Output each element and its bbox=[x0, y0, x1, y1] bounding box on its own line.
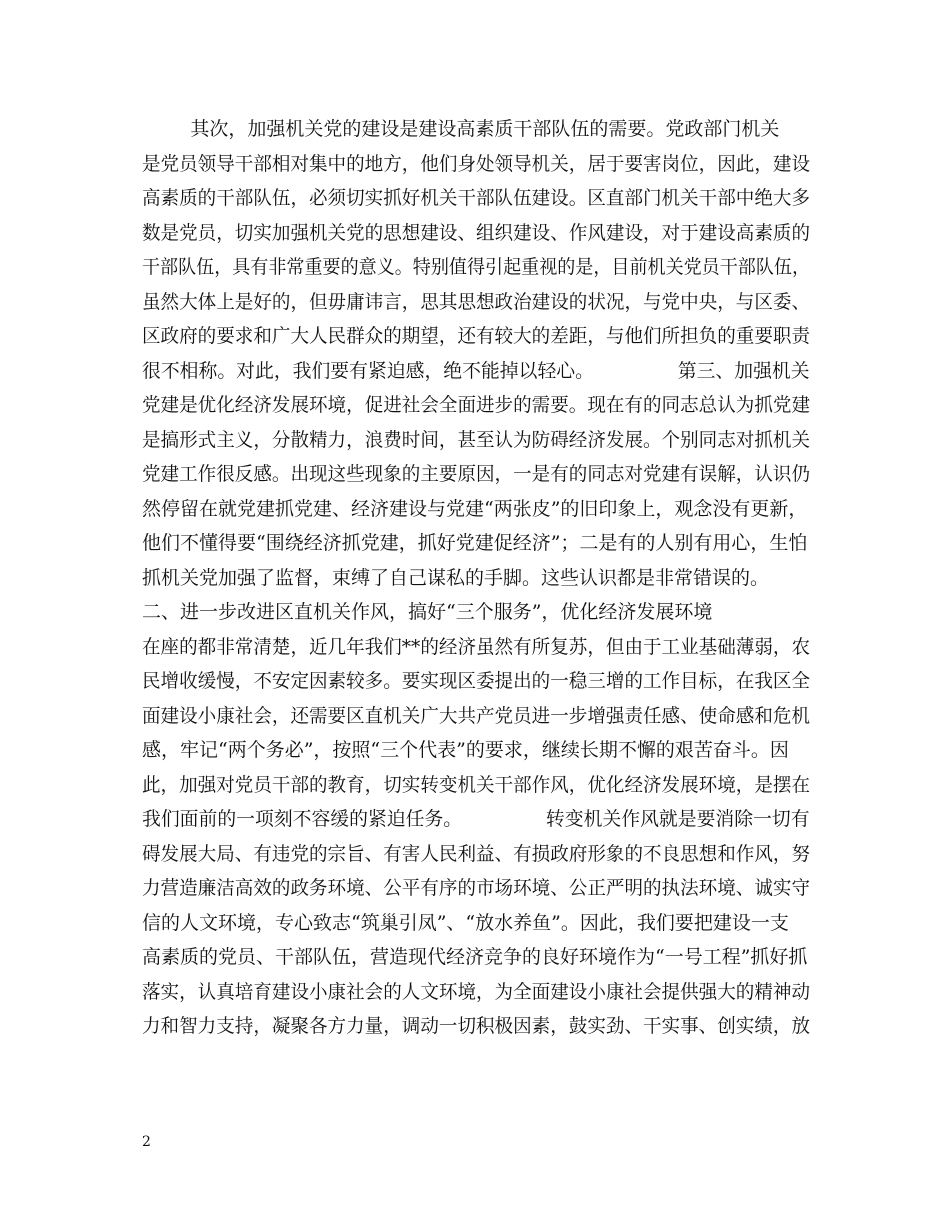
text-line: 此，加强对党员干部的教育，切实转变机关干部作风，优化经济发展环境，是摆在 bbox=[142, 773, 811, 796]
text-line: 党建是优化经济发展环境，促进社会全面进步的需要。现在有的同志总认为抓党建 bbox=[142, 394, 811, 416]
text-line: 然停留在就党建抓党建、经济建设与党建“两张皮”的旧印象上，观念没有更新， bbox=[142, 497, 808, 520]
text-line: 其次，加强机关党的建设是建设高素质干部队伍的需要。党政部门机关 bbox=[142, 118, 780, 140]
text-line: 信的人文环境，专心致志“筑巢引凤”、“放水养鱼”。因此，我们要把建设一支 bbox=[142, 911, 789, 934]
text-line: 在座的都非常清楚，近几年我们**的经济虽然有所复苏，但由于工业基础薄弱，农 bbox=[142, 635, 811, 658]
text-line: 干部队伍，具有非常重要的意义。特别值得引起重视的是，目前机关党员干部队伍， bbox=[142, 256, 811, 278]
text-line: 区政府的要求和广大人民群众的期望，还有较大的差距，与他们所担负的重要职责 bbox=[142, 325, 811, 347]
text-line: 二、进一步改进区直机关作风，搞好“三个服务”，优化经济发展环境 bbox=[142, 601, 713, 623]
text-line: 党建工作很反感。出现这些现象的主要原因，一是有的同志对党建有误解，认识仍 bbox=[142, 463, 811, 485]
text-line: 面建设小康社会，还需要区直机关广大共产党员进一步增强责任感、使命感和危机 bbox=[142, 704, 811, 727]
text-line: 力营造廉洁高效的政务环境、公平有序的市场环境、公正严明的执法环境、诚实守 bbox=[142, 877, 811, 899]
text-line: 高素质的干部队伍，必须切实抓好机关干部队伍建设。区直部门机关干部中绝大多 bbox=[142, 187, 811, 209]
text-line: 落实，认真培育建设小康社会的人文环境，为全面建设小康社会提供强大的精神动 bbox=[142, 980, 811, 1003]
text-line: 他们不懂得要“围绕经济抓党建，抓好党建促经济”；二是有的人别有用心，生怕 bbox=[142, 532, 808, 554]
text-line: 力和智力支持，凝聚各方力量，调动一切积极因素，鼓实劲、干实事、创实绩，放 bbox=[142, 1015, 811, 1037]
text-line: 是党员领导干部相对集中的地方，他们身处领导机关，居于要害岗位，因此，建设 bbox=[142, 152, 811, 175]
text-line: 虽然大体上是好的，但毋庸讳言，思其思想政治建设的状况，与党中央，与区委、 bbox=[142, 290, 811, 313]
text-line: 高素质的党员、干部队伍，营造现代经济竞争的良好环境作为“一号工程”抓好抓 bbox=[142, 946, 808, 968]
page-number: 2 bbox=[142, 1134, 151, 1150]
text-line: 民增收缓慢，不安定因素较多。要实现区委提出的一稳三增的工作目标，在我区全 bbox=[142, 670, 811, 692]
text-line: 我们面前的一项刻不容缓的紧迫任务。 转变机关作风就是要消除一切有 bbox=[142, 808, 810, 830]
text-line: 抓机关党加强了监督，束缚了自己谋私的手脚。这些认识都是非常错误的。 bbox=[142, 566, 770, 589]
text-line: 碍发展大局、有违党的宗旨、有害人民利益、有损政府形象的不良思想和作风，努 bbox=[142, 842, 811, 865]
text-line: 很不相称。对此，我们要有紧迫感，绝不能掉以轻心。 第三、加强机关 bbox=[142, 359, 810, 382]
body-text bbox=[142, 112, 810, 1044]
text-line: 是搞形式主义，分散精力，浪费时间，甚至认为防碍经济发展。个别同志对抓机关 bbox=[142, 428, 811, 451]
text-line: 感，牢记“两个务必”，按照“三个代表”的要求，继续长期不懈的艰苦奋斗。因 bbox=[142, 739, 789, 761]
text-line: 数是党员，切实加强机关党的思想建设、组织建设、作风建设，对于建设高素质的 bbox=[142, 221, 811, 244]
